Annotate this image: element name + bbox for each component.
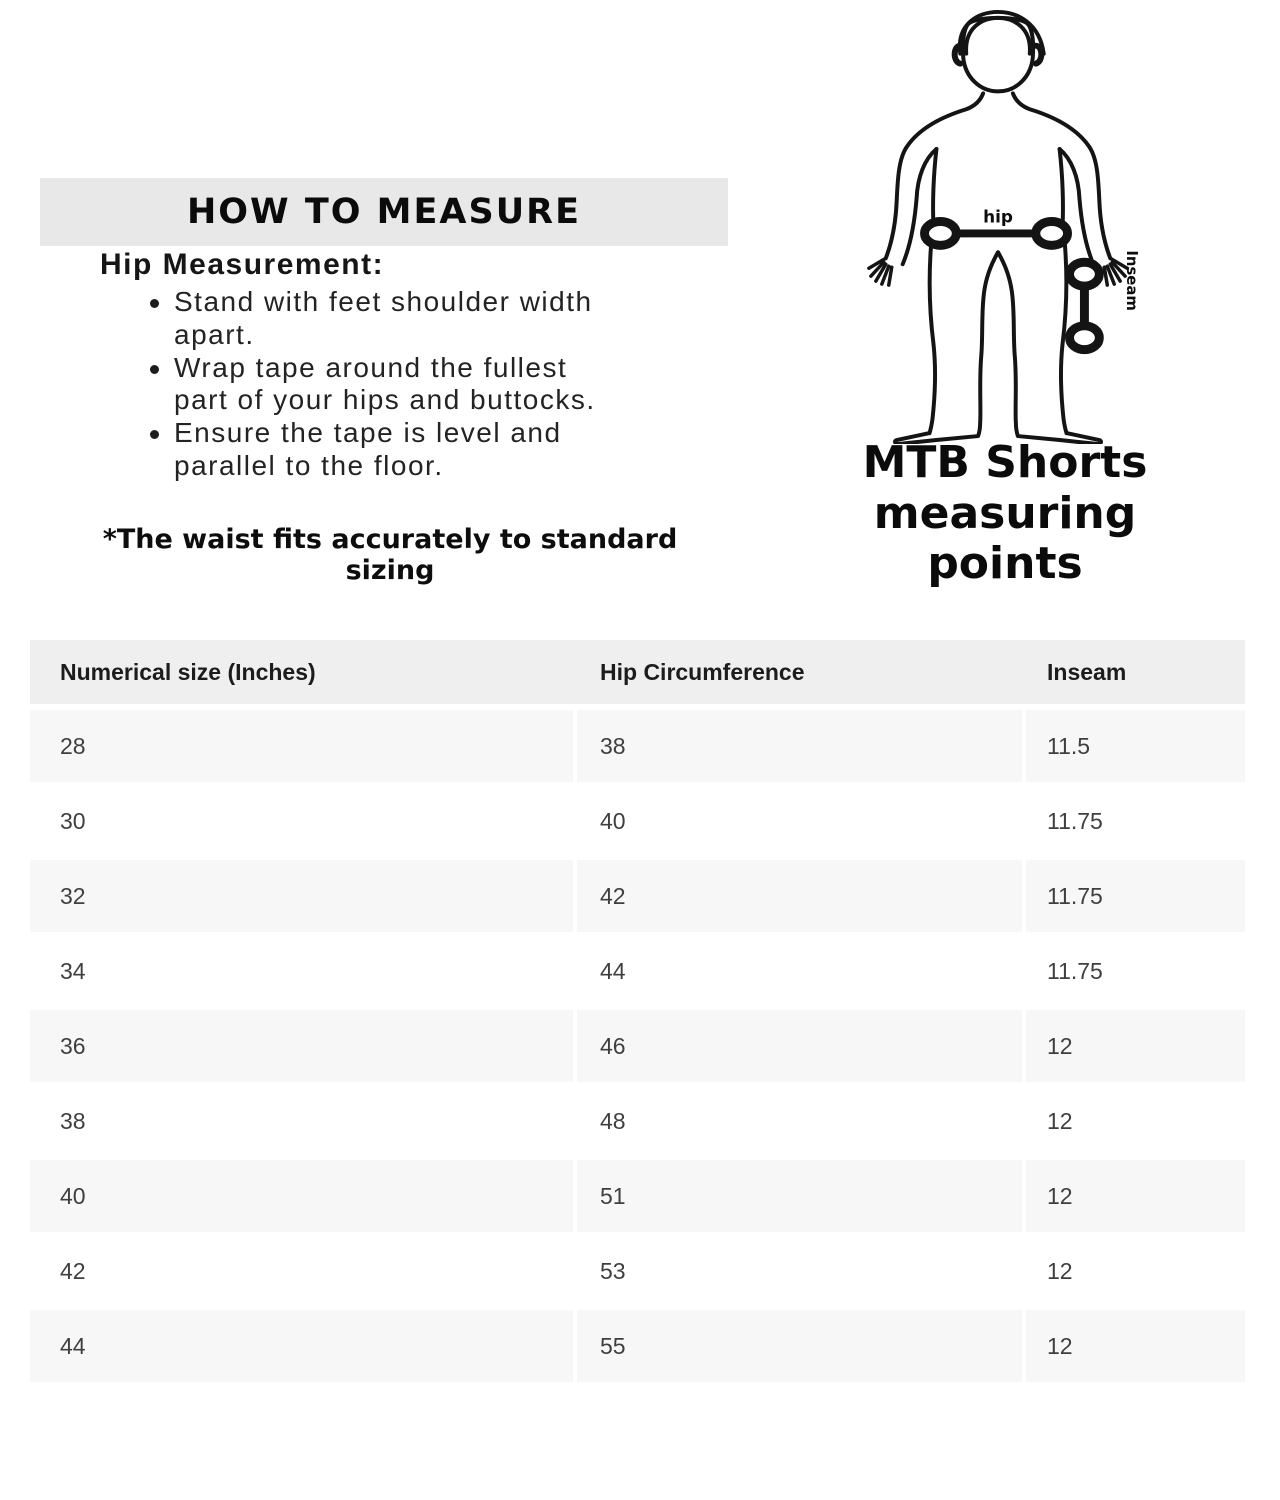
table-cell: 48	[577, 1085, 1022, 1157]
table-cell: 12	[1026, 1235, 1245, 1307]
table-cell: 42	[577, 860, 1022, 932]
table-cell: 34	[30, 935, 573, 1007]
table-row	[30, 1160, 1245, 1232]
size-table-column-header: Numerical size (Inches)	[60, 658, 316, 685]
table-row	[30, 1310, 1245, 1382]
table-cell: 12	[1026, 1010, 1245, 1082]
table-cell: 12	[1026, 1310, 1245, 1382]
table-cell: 40	[30, 1160, 573, 1232]
table-cell: 11.75	[1026, 785, 1245, 857]
table-cell: 40	[577, 785, 1022, 857]
figure-caption-line: MTB Shorts	[862, 437, 1148, 488]
table-row	[30, 710, 1245, 782]
table-row	[30, 1235, 1245, 1307]
table-row	[30, 1010, 1245, 1082]
left-hand	[869, 258, 892, 285]
hip-label: hip	[983, 206, 1013, 227]
table-row	[30, 935, 1245, 1007]
figure-caption	[805, 438, 1205, 590]
table-cell: 12	[1026, 1085, 1245, 1157]
size-table	[30, 640, 1245, 1382]
table-cell: 51	[577, 1160, 1022, 1232]
table-cell: 42	[30, 1235, 573, 1307]
table-cell: 11.75	[1026, 935, 1245, 1007]
table-row	[30, 860, 1245, 932]
inseam-label: Inseam	[1123, 250, 1142, 311]
table-cell: 55	[577, 1310, 1022, 1382]
table-cell: 38	[577, 710, 1022, 782]
table-cell: 12	[1026, 1160, 1245, 1232]
table-cell: 53	[577, 1235, 1022, 1307]
body-diagram	[840, 2, 1160, 444]
table-cell: 36	[30, 1010, 573, 1082]
table-cell: 32	[30, 860, 573, 932]
table-cell: 38	[30, 1085, 573, 1157]
inseam-marker	[1070, 250, 1142, 349]
bullet-item: Ensure the tape is level and parallel to the floor.	[174, 417, 604, 483]
hip-measurement-heading: Hip Measurement:	[100, 248, 385, 281]
table-cell: 11.5	[1026, 710, 1245, 782]
measuring-points-figure	[840, 2, 1160, 444]
size-table-column-header: Hip Circumference	[600, 658, 805, 685]
bullet-item: Wrap tape around the fullest part of your hips and buttocks.	[174, 352, 604, 418]
hip-measurement-instructions	[100, 248, 740, 483]
waist-fit-note: *The waist fits accurately to standard sizing	[102, 524, 678, 587]
how-to-measure-title: HOW TO MEASURE	[187, 192, 581, 232]
table-cell: 44	[577, 935, 1022, 1007]
table-row	[30, 785, 1245, 857]
size-table-column-header: Inseam	[1047, 658, 1127, 685]
table-cell: 44	[30, 1310, 573, 1382]
how-to-measure-banner	[40, 178, 728, 246]
hip-marker	[925, 207, 1068, 246]
table-cell: 28	[30, 710, 573, 782]
table-cell: 30	[30, 785, 573, 857]
size-table-header	[30, 640, 1245, 704]
figure-caption-line: measuring	[873, 487, 1137, 539]
table-cell: 11.75	[1026, 860, 1245, 932]
size-table-body	[30, 710, 1245, 1382]
bullet-item: Stand with feet shoulder width apart.	[174, 286, 604, 352]
table-cell: 46	[577, 1010, 1022, 1082]
table-row	[30, 1085, 1245, 1157]
figure-caption-line: points	[927, 538, 1083, 590]
measure-bullet-list	[100, 286, 604, 483]
body-outline	[869, 12, 1127, 444]
